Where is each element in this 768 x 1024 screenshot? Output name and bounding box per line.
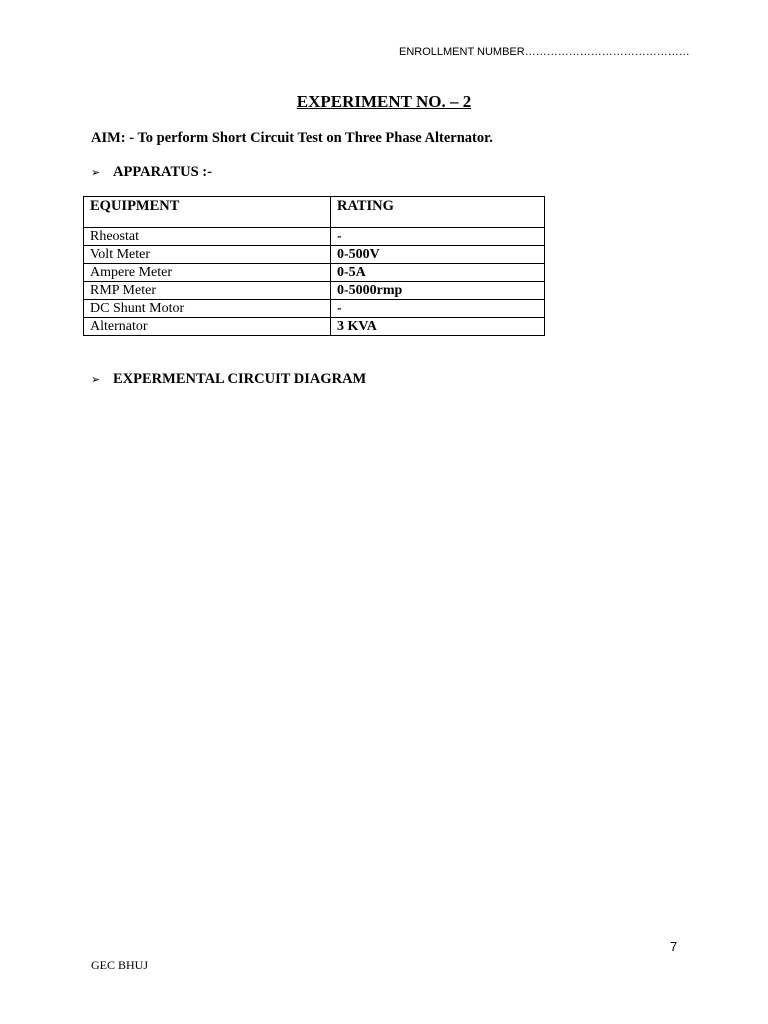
rating-cell: 0-5A bbox=[331, 264, 545, 282]
equipment-cell: Alternator bbox=[84, 318, 331, 336]
table-row bbox=[84, 246, 545, 264]
page-title: EXPERIMENT NO. – 2 bbox=[296, 92, 472, 111]
arrow-bullet-icon: ➢ bbox=[91, 166, 101, 179]
rating-header: RATING bbox=[331, 197, 545, 228]
aim-statement: AIM: - To perform Short Circuit Test on Three Phase Alternator. bbox=[91, 130, 493, 146]
apparatus-table bbox=[83, 196, 545, 336]
equipment-cell: RMP Meter bbox=[84, 282, 331, 300]
circuit-diagram-label: EXPERMENTAL CIRCUIT DIAGRAM bbox=[113, 371, 367, 387]
table-row bbox=[84, 318, 545, 336]
apparatus-label: APPARATUS :- bbox=[113, 164, 212, 180]
rating-cell: 3 KVA bbox=[331, 318, 545, 336]
circuit-diagram-heading bbox=[91, 371, 366, 388]
equipment-cell: DC Shunt Motor bbox=[84, 300, 331, 318]
table-row bbox=[84, 300, 545, 318]
page-number: 7 bbox=[670, 939, 678, 954]
apparatus-heading bbox=[91, 164, 212, 181]
enrollment-number-line: ENROLLMENT NUMBER……………………………………… bbox=[399, 46, 690, 58]
equipment-cell: Volt Meter bbox=[84, 246, 331, 264]
equipment-cell: Rheostat bbox=[84, 228, 331, 246]
rating-cell: - bbox=[331, 300, 545, 318]
rating-cell: - bbox=[331, 228, 545, 246]
table-row bbox=[84, 228, 545, 246]
equipment-header: EQUIPMENT bbox=[84, 197, 331, 228]
table-row bbox=[84, 282, 545, 300]
rating-cell: 0-5000rmp bbox=[331, 282, 545, 300]
rating-cell: 0-500V bbox=[331, 246, 545, 264]
table-header-row bbox=[84, 197, 545, 228]
equipment-cell: Ampere Meter bbox=[84, 264, 331, 282]
table-row bbox=[84, 264, 545, 282]
footer-institution: GEC BHUJ bbox=[91, 958, 149, 972]
arrow-bullet-icon: ➢ bbox=[91, 373, 101, 386]
